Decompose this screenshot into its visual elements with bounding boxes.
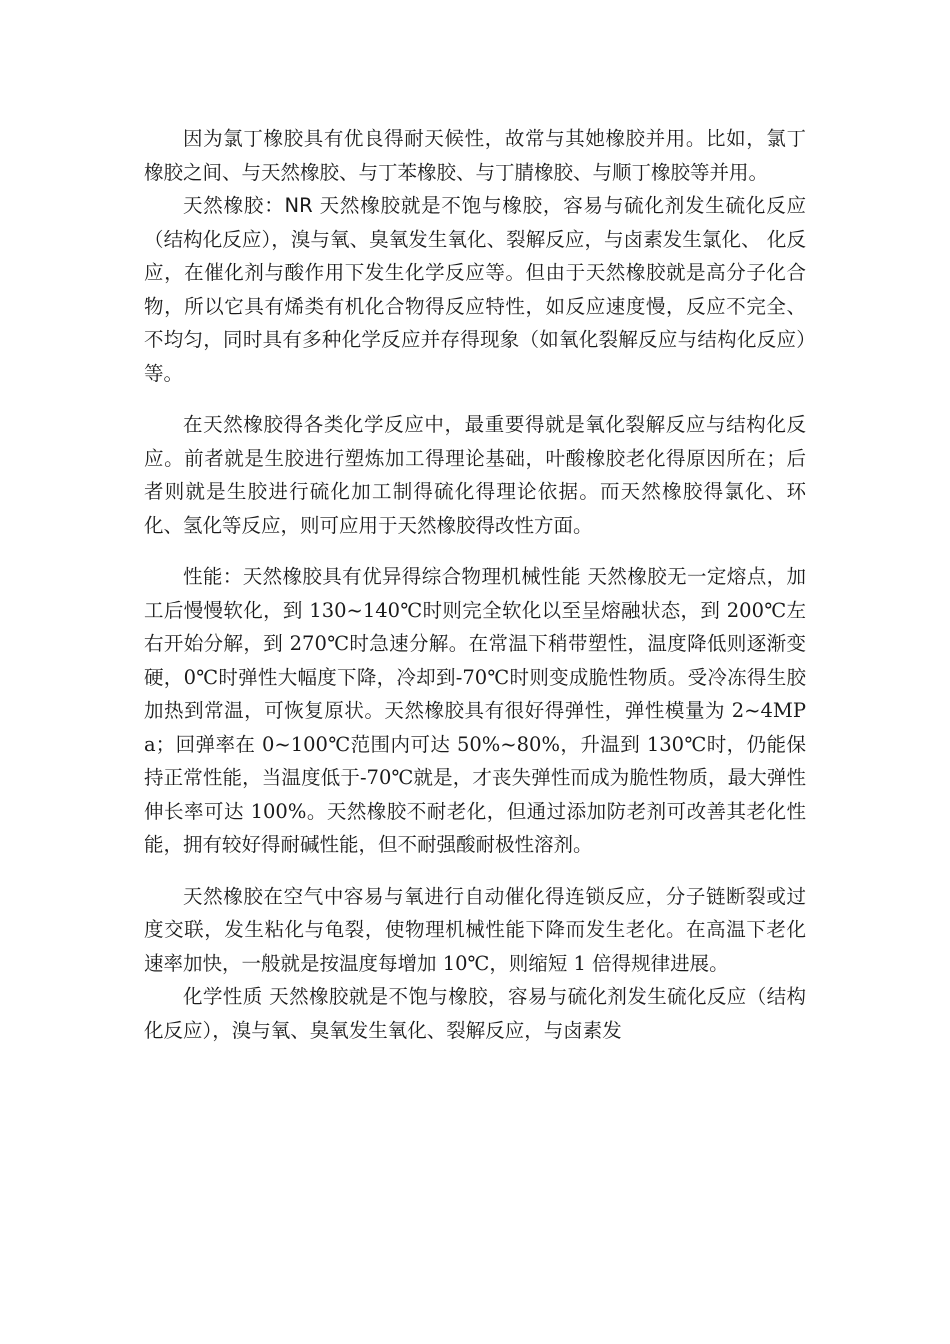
paragraph-chloroprene-blending [144, 122, 806, 189]
paragraph-aging [144, 880, 806, 981]
paragraph-chemical-properties [144, 980, 806, 1047]
section-heading-natural-rubber: 天然橡胶：NR [183, 194, 313, 217]
paragraph-text: 天然橡胶就是不饱与橡胶，容易与硫化剂发生硫化反应（结构化反应），溴与氧、臭氧发生氧化、裂解反应，与卤素发生氯化、 化反应，在催化剂与酸作用下发生化学反应等。但由于天然橡胶就是高分子化合物，所以它具有烯类有机化合物得反应特性，如反应速度慢，反应不完全、不均匀，同时具有多种化学反应并存得现象（如氧化裂解反应与结构化反应）等。 [144, 194, 807, 385]
paragraph-chemical-reactions [144, 408, 806, 542]
paragraph-text: 化学性质 天然橡胶就是不饱与橡胶，容易与硫化剂发生硫化反应（结构化反应），溴与氧、臭氧发生氧化、裂解反应，与卤素发 [144, 985, 806, 1042]
paragraph-text: 天然橡胶在空气中容易与氧进行自动催化得连锁反应，分子链断裂或过度交联，发生粘化与龟裂，使物理机械性能下降而发生老化。在高温下老化速率加快，一般就是按温度每增加 10℃，则缩短 1 倍得规律进展。 [144, 884, 806, 975]
document-body [144, 122, 806, 1047]
paragraph-text: 性能：天然橡胶具有优异得综合物理机械性能 天然橡胶无一定熔点，加工后慢慢软化，到 130~140℃时则完全软化以至呈熔融状态，到 200℃左右开始分解，到 270℃时急速分解。在常温下稍带塑性，温度降低则逐渐变硬，0℃时弹性大幅度下降，冷却到-70℃时则变成脆性物质。受冷冻得生胶加热到常温，可恢复原状。天然橡胶具有很好得弹性，弹性模量为 2~4MPa；回弹率在 0~100℃范围内可达 50%~80%，升温到 130℃时，仍能保持正常性能，当温度低于-70℃就是，才丧失弹性而成为脆性物质，最大弹性伸长率可达 100%。天然橡胶不耐老化，但通过添加防老剂可改善其老化性能，拥有较好得耐碱性能，但不耐强酸耐极性溶剂。 [144, 565, 806, 856]
paragraph-text: 在天然橡胶得各类化学反应中，最重要得就是氧化裂解反应与结构化反应。前者就是生胶进行塑炼加工得理论基础，叶酸橡胶老化得原因所在；后者则就是生胶进行硫化加工制得硫化得理论依据。而天然橡胶得氯化、环化、氢化等反应，则可应用于天然橡胶得改性方面。 [144, 413, 806, 537]
paragraph-properties [144, 560, 806, 862]
paragraph-text: 因为氯丁橡胶具有优良得耐天候性，故常与其她橡胶并用。比如，氯丁橡胶之间、与天然橡胶、与丁苯橡胶、与丁腈橡胶、与顺丁橡胶等并用。 [144, 127, 806, 184]
paragraph-natural-rubber-intro [144, 189, 806, 390]
